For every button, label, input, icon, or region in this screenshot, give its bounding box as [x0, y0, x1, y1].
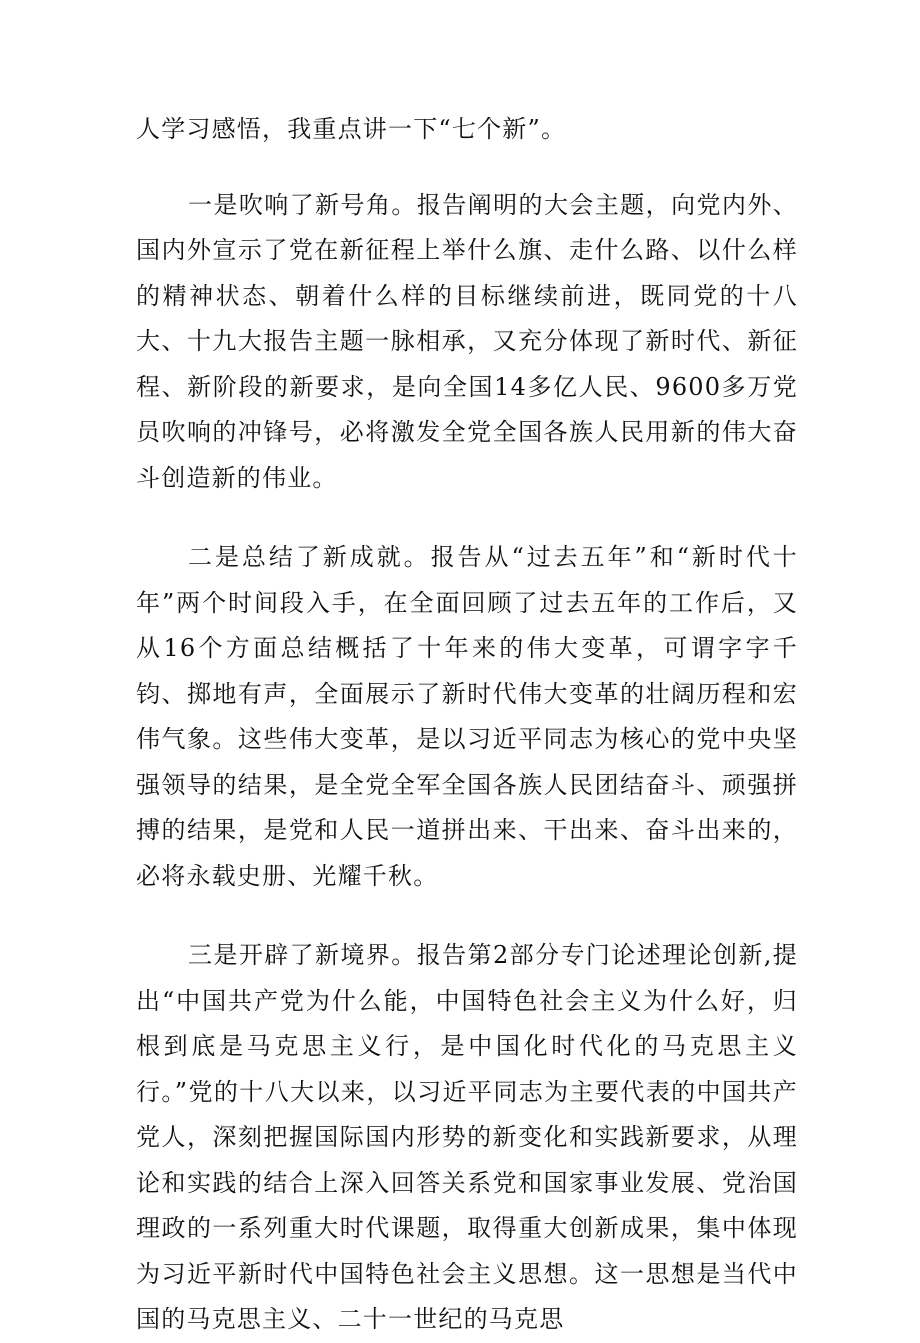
paragraph-continuation: 人学习感悟，我重点讲一下“七个新”。	[136, 115, 567, 143]
document-body	[136, 107, 798, 1343]
paragraph-new-achievements: 二是总结了新成就。报告从“过去五年”和“新时代十年”两个时间段入手，在全面回顾了过去五年的工作后，又从16个方面总结概括了十年来的伟大变革，可谓字字千钧、掷地有声，全面展示了新时代伟大变革的壮阔历程和宏伟气象。这些伟大变革，是以习近平同志为核心的党中央坚强领导的结果，是全党全军全国各族人民团结奋斗、顽强拼搏的结果，是党和人民一道拼出来、干出来、奋斗出来的，必将永载史册、光耀千秋。	[136, 543, 798, 890]
paragraph-new-horn: 一是吹响了新号角。报告阐明的大会主题，向党内外、国内外宣示了党在新征程上举什么旗、走什么路、以什么样的精神状态、朝着什么样的目标继续前进，既同党的十八大、十九大报告主题一脉相承，又充分体现了新时代、新征程、新阶段的新要求，是向全国14多亿人民、9600多万党员吹响的冲锋号，必将激发全党全国各族人民用新的伟大奋斗创造新的伟业。	[136, 190, 798, 492]
paragraph-new-realm: 三是开辟了新境界。报告第2部分专门论述理论创新,提出“中国共产党为什么能，中国特色社会主义为什么好，归根到底是马克思主义行，是中国化时代化的马克思主义行。”党的十八大以来，以习近平同志为主要代表的中国共产党人，深刻把握国际国内形势的新变化和实践新要求，从理论和实践的结合上深入回答关系党和国家事业发展、党治国理政的一系列重大时代课题，取得重大创新成果，集中体现为习近平新时代中国特色社会主义思想。这一思想是当代中国的马克思主义、二十一世纪的马克思	[136, 941, 798, 1333]
